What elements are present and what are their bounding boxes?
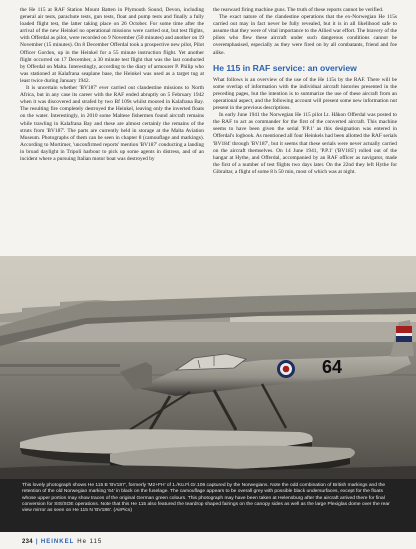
section-heading: He 115 in RAF service: an overview [213, 62, 357, 73]
right-paragraph-1: the rearward firing machine guns. The truth of these reports cannot be verified. [213, 7, 384, 13]
seaplane-illustration [0, 256, 416, 479]
right-paragraph-4: In early June 1941 the Norwegian He 115 pilot Lt. Håkon Offerdal was posted to the RAF to act as commander for the first of the converted aircraft. This machine seems to have been given the serial 'P.P.1' as this designation was entered in Offerdal's logbook. As mentioned all four Heinkels had been allotted the RAF serials 'BV184' through 'BV187', but it seems that these serials were never actually carried on the aircraft themselves. On 14 June 1941, 'P.P.1' ('BV185') rolled out of the hangar at Hythe, and Offerdal, accompanied by an RAF officer as navigator, made the first of a number of test flights two days later. On the 22nd they left Hythe for Gibraltar, a flight of some 8 h 50 min, most of which was at night. [213, 112, 397, 175]
aircraft-photograph [0, 256, 416, 479]
right-paragraph-3: What follows is an overview of the use of the He 115s by the RAF. There will be some overlap of information with the individual aircraft histories presented in the preceding pages, but the intention is to summarize the use of these aircraft from an operational aspect, and the following account will present some new information not present in the previous descriptions. [213, 76, 397, 112]
book-subtitle: He 115 [77, 539, 103, 545]
page-number: 234 [22, 539, 33, 545]
footer-separator: | [35, 539, 38, 545]
photo-caption: This lovely photograph shows He 115 B 'BV187', formerly 'M2+FH' of 1./Kü.Fl.Gr.106 captured by the Norwegians. Note the odd combination of British markings and the retention of the old Norwegian marking '64' in black on the fuselage. The camouflage appears to be overall grey with possible black undersurfaces, except for the floats whose upper portion may show traces of the original German green colours. This photograph may have been taken at Helensburg after the aircraft arrived there for final conversion for SIS/SOE operations. Note that this He 115 also featured the teardrop shaped fairings on the canopy sides as well as the large Plexiglas dome over the rear view mirror as seen on He 115 N 'BV186'. (AirPics) [22, 483, 390, 514]
fuselage-code-64: 64 [322, 357, 343, 377]
right-paragraph-2: The exact nature of the clandestine operations that the ex-Norwegian He 115s carried out may in fact never be fully revealed, but it is in all likelihood safe to assume that they were of vital importance to the Allied war effort. The bravery of the pilots who flew these aircraft under such dangerous conditions cannot be overemphasised, especially as they were fired on by all combatants, friend and foe alike. [213, 14, 397, 56]
left-paragraph-1: the He 115 at RAF Station Mount Batten in Plymouth Sound, Devon, including general air tests, parachute tests, gun tests, float and pump tests and finally a fully loaded flight test, the latter taking place on 26 October. For some time after the arrival of the new Heinkel no operational missions were carried out, but test flights, with Offerdal as pilot, were recorded on 9 November (50 minutes) and another on 19 November (15 minutes). On 8 December Offerdal took a prospective new pilot, Pilot Officer Gordon, up in the Heinkel for a 55 minute instruction flight. Yet another flight occurred on 17 December, a 30 minute test flight that was the last conducted by Offerdal on Malta. Interestingly, according to the diary of armourer P. Philip who was stationed at Kalafrana seaplane base, the Heinkel was used as a target tug at least twice during January 1942. [20, 7, 204, 84]
left-text-column [20, 7, 204, 163]
page-footer [22, 539, 102, 545]
book-title: HEINKEL [40, 539, 75, 545]
right-text-column [213, 7, 397, 176]
left-paragraph-2: It is uncertain whether 'BV187' ever carried out clandestine missions to North Africa, but in any case its career with the RAF ended abruptly on 5 February 1942 when it was discovered and strafed by two Bf 109s whilst moored in Kalafrana Bay. The resulting fire completely destroyed the Heinkel, leaving only the inverted floats on the water. Interestingly, in 2010 some Maltese fishermen found aircraft remains while trawling in Kalafrana Bay and these are almost certainly the remains of the struts from 'BV187'. The parts are currently held in storage at the Malta Aviation Museum. Photographs of them can be seen in chapter 8 (camouflage and markings). According to Mortimer, 'unconfirmed reports' mention 'BV187' conducting a landing in broad daylight in Tripoli harbour to pick up some agents in distress, and of an incident where a pursuing Italian motor boat was destroyed by [20, 85, 204, 162]
